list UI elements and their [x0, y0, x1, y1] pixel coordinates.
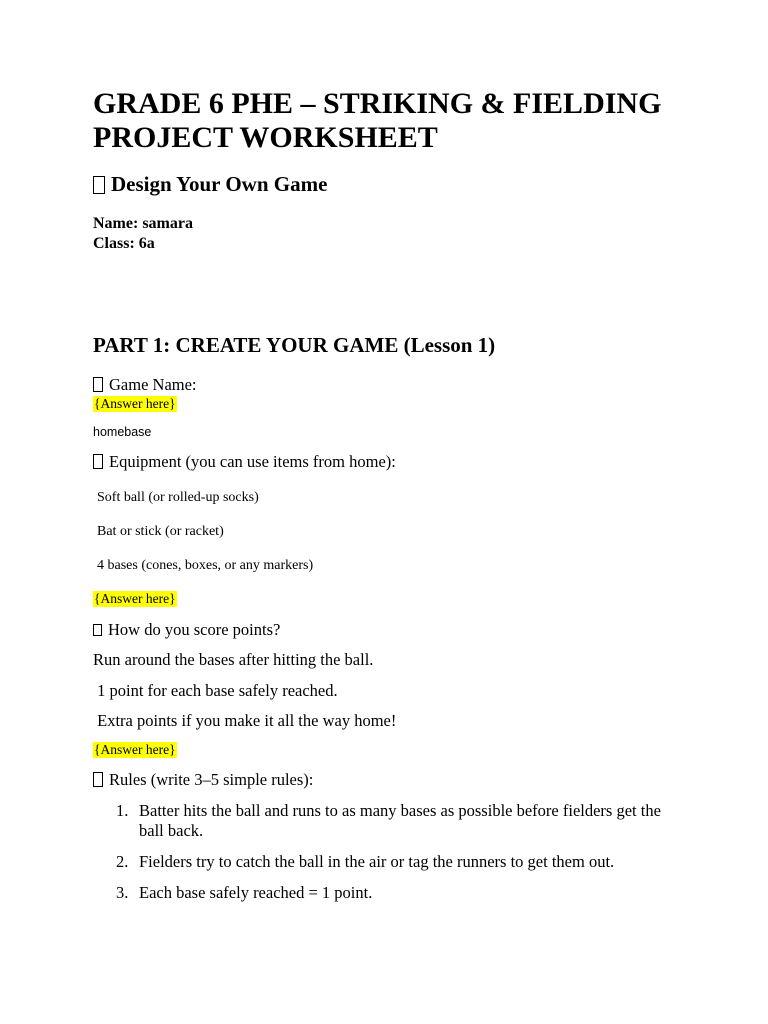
- rule-number: 2.: [116, 852, 129, 871]
- rules-list: [116, 801, 676, 914]
- student-class: Class: 6a: [93, 235, 155, 252]
- rules-label: Rules (write 3–5 simple rules):: [109, 770, 314, 789]
- scoring-line: Run around the bases after hitting the ball.: [93, 650, 374, 669]
- rules-question: [93, 770, 313, 790]
- rule-text: Batter hits the ball and runs to as many bases as possible before fielders get the ball back.: [139, 801, 661, 840]
- subtitle: [93, 171, 327, 197]
- equipment-item: 4 bases (cones, boxes, or any markers): [97, 558, 314, 573]
- scoring-question: [93, 620, 280, 640]
- game-name-answer: homebase: [93, 425, 152, 439]
- rule-number: 3.: [116, 883, 129, 902]
- game-name-label: Game Name:: [109, 375, 197, 394]
- scoring-label: How do you score points?: [108, 620, 281, 639]
- equipment-item: Soft ball (or rolled-up socks): [97, 490, 259, 505]
- game-name-answer-placeholder: {Answer here}: [94, 396, 176, 411]
- rule-number: 1.: [116, 801, 129, 820]
- student-name: Name: samara: [93, 215, 193, 232]
- equipment-question: [93, 452, 396, 472]
- game-name-question: [93, 375, 197, 395]
- rule-item: [116, 883, 676, 903]
- rule-item: [116, 852, 676, 872]
- missing-glyph-icon: [93, 454, 103, 469]
- scoring-line: 1 point for each base safely reached.: [93, 681, 338, 700]
- missing-glyph-icon: [93, 176, 105, 194]
- subtitle-text: Design Your Own Game: [111, 172, 328, 196]
- rule-text: Each base safely reached = 1 point.: [139, 883, 373, 902]
- equipment-item: Bat or stick (or racket): [97, 524, 224, 539]
- rule-item: [116, 801, 676, 841]
- missing-glyph-icon: [93, 624, 102, 636]
- document-title: GRADE 6 PHE – STRIKING & FIELDING PROJECT WORKSHEET: [93, 87, 662, 154]
- equipment-answer-placeholder: {Answer here}: [94, 591, 176, 606]
- equipment-label: Equipment (you can use items from home):: [109, 452, 396, 471]
- part1-heading: PART 1: CREATE YOUR GAME (Lesson 1): [93, 333, 496, 357]
- scoring-line: Extra points if you make it all the way home!: [93, 711, 397, 730]
- rule-text: Fielders try to catch the ball in the air or tag the runners to get them out.: [139, 852, 615, 871]
- scoring-answer-placeholder: {Answer here}: [94, 742, 176, 757]
- missing-glyph-icon: [93, 377, 103, 392]
- missing-glyph-icon: [93, 772, 103, 787]
